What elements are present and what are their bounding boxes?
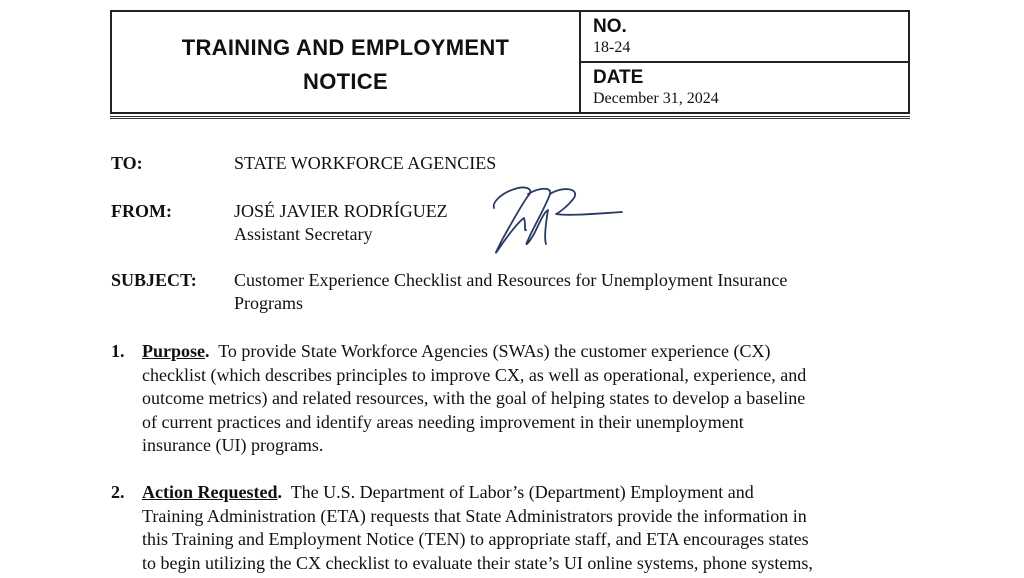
section-action-requested: 2. Action Requested. The U.S. Department of Labor’s (Department) Employment and Training Administration (ETA) requests that State Administrators provide the information in this Training and Employment Notice (TEN) to appropriate staff, and ETA encourages states to begin utilizing the CX checklist to evaluate their state’s UI online systems, phone systems, — [111, 481, 911, 575]
notice-number-cell — [581, 12, 908, 63]
notice-date-value: December 31, 2024 — [593, 90, 719, 107]
section-number: 1. — [111, 341, 125, 361]
from-label: FROM: — [111, 201, 172, 221]
notice-number-value: 18-24 — [593, 39, 631, 56]
section-line: To provide State Workforce Agencies (SWAs) the customer experience (CX) — [218, 341, 771, 361]
notice-title — [112, 12, 581, 112]
notice-date-label: DATE — [593, 67, 644, 88]
section-line: insurance (UI) programs. — [142, 435, 324, 455]
subject-line-1: Customer Experience Checklist and Resources for Unemployment Insurance — [234, 270, 788, 290]
section-number: 2. — [111, 482, 125, 502]
to-label: TO: — [111, 153, 143, 173]
to-value: STATE WORKFORCE AGENCIES — [234, 153, 497, 173]
header-double-rule — [110, 116, 910, 119]
section-line: to begin utilizing the CX checklist to evaluate their state’s UI online systems, phone systems, — [142, 552, 813, 573]
signature-icon — [488, 182, 628, 260]
notice-number-label: NO. — [593, 16, 627, 37]
subject-label: SUBJECT: — [111, 270, 197, 290]
notice-header-box — [110, 10, 910, 114]
notice-date-cell — [581, 63, 908, 112]
section-line: this Training and Employment Notice (TEN) to appropriate staff, and ETA encourages states — [142, 529, 809, 549]
notice-title-line-2: NOTICE — [303, 69, 388, 94]
subject-line-2: Programs — [234, 293, 303, 313]
section-line: checklist (which describes principles to improve CX, as well as operational, experience, and — [142, 364, 807, 385]
from-name: JOSÉ JAVIER RODRÍGUEZ — [234, 201, 448, 221]
section-line: Training Administration (ETA) requests that State Administrators provide the information in — [142, 505, 807, 526]
section-line: of current practices and identify areas needing improvement in their unemployment — [142, 411, 744, 432]
section-heading-action-requested: Action Requested — [142, 482, 278, 502]
notice-title-line-1: TRAINING AND EMPLOYMENT — [181, 35, 510, 60]
section-line: outcome metrics) and related resources, with the goal of helping states to develop a baseline — [142, 388, 806, 408]
notice-meta — [581, 12, 908, 112]
section-heading-purpose: Purpose — [142, 341, 205, 361]
section-purpose: 1. Purpose. To provide State Workforce Agencies (SWAs) the customer experience (CX) checklist (which describes principles to improve CX, as well as operational, experience, and outcome metrics) and related resources, with the goal of helping states to develop a baseline of current practices and identify areas needing improvement in their unemployment insurance (UI) programs. — [111, 340, 911, 458]
section-line: The U.S. Department of Labor’s (Department) Employment and — [290, 482, 754, 502]
from-title: Assistant Secretary — [234, 224, 373, 244]
